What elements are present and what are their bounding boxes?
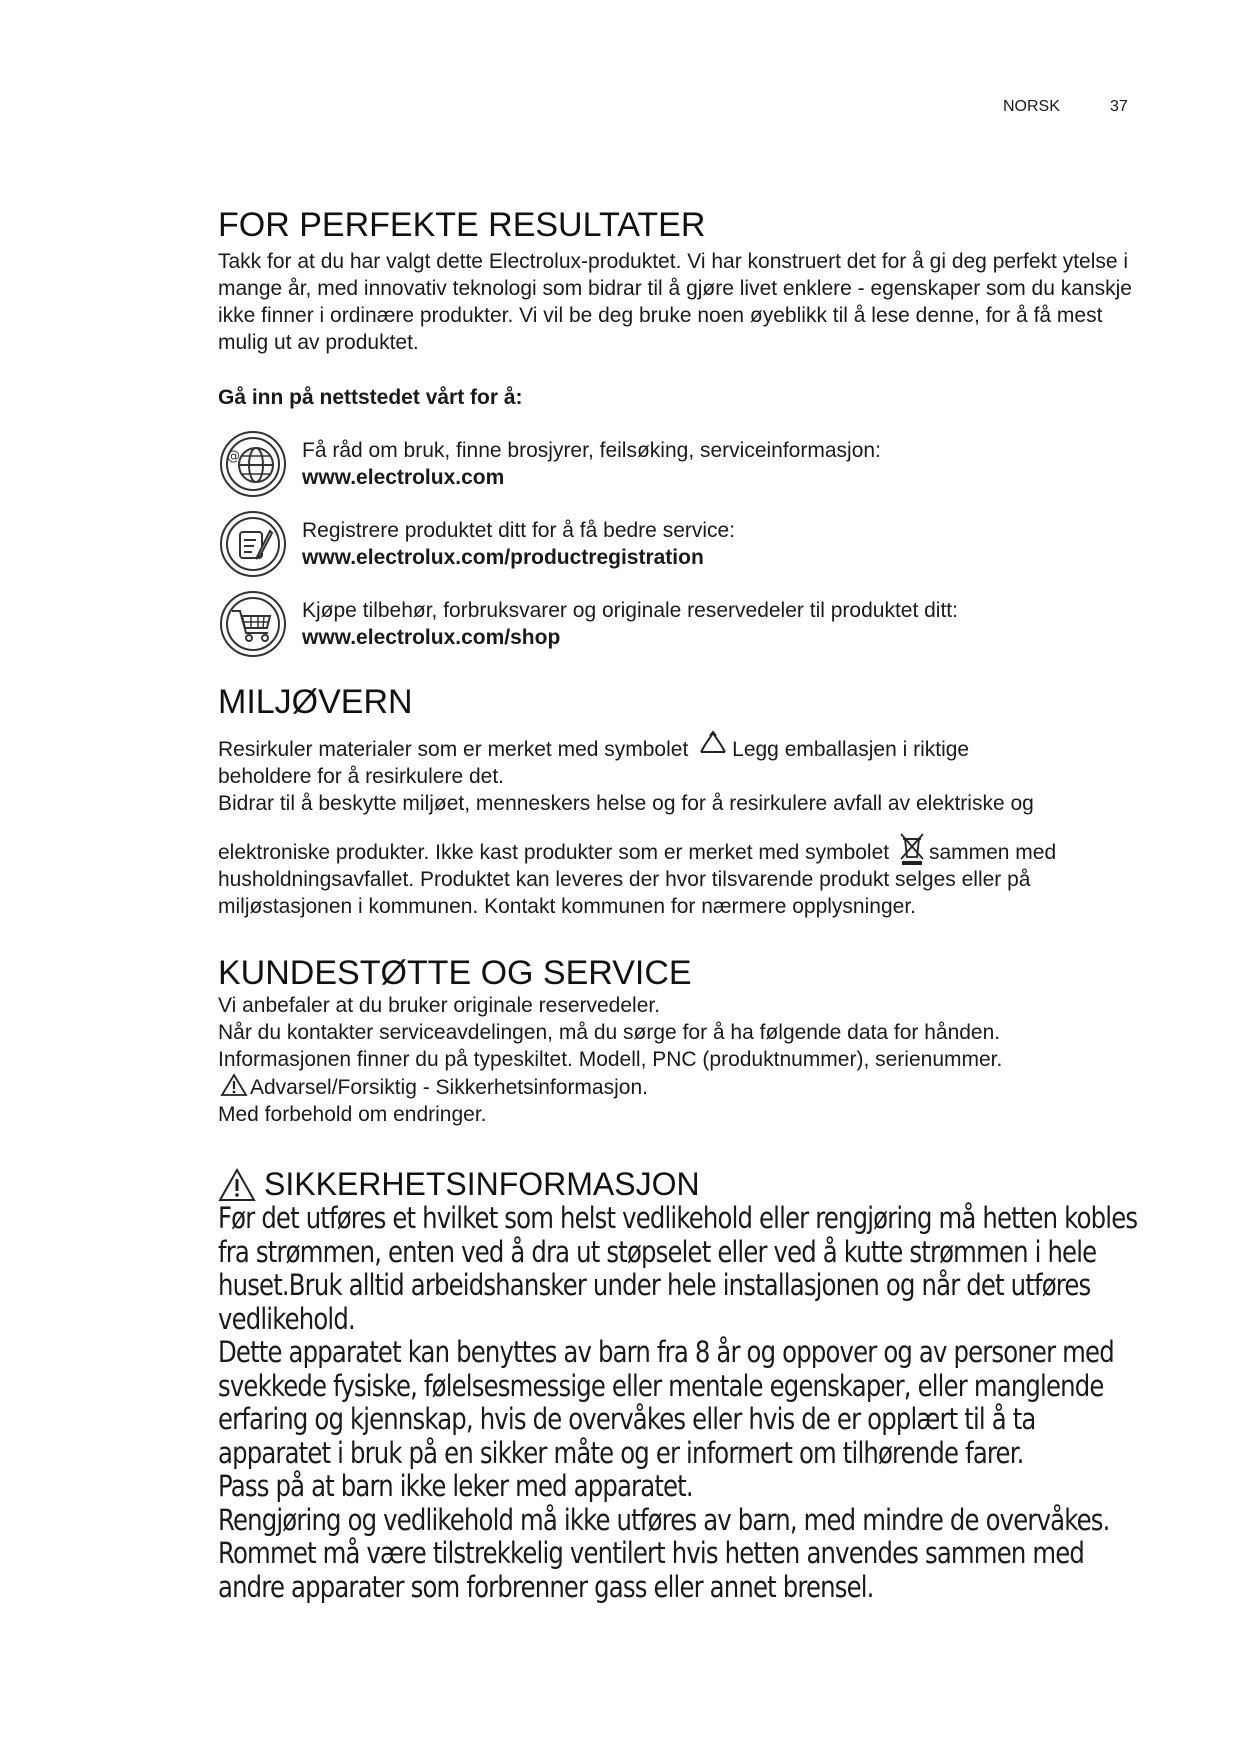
link-description: Kjøpe tilbehør, forbruksvarer og originale reservedeler til produktet ditt: bbox=[302, 598, 958, 622]
recycle-icon bbox=[696, 730, 730, 760]
link-url-registration[interactable]: www.electrolux.com/productregistration bbox=[302, 545, 704, 569]
section-title-results: FOR PERFEKTE RESULTATER bbox=[218, 206, 706, 244]
register-icon bbox=[218, 509, 288, 579]
safety-paragraph: Før det utføres et hvilket som helst vedlikehold eller rengjøring må hetten kobles fra strømmen, enten ved å dra ut støpselet eller ved å kutte strømmen i hele huset.Bruk alltid arbeidshansker under hele installasjonen og når det utføres vedlikehold. bbox=[218, 1201, 1138, 1336]
link-description: Registrere produktet ditt for å få bedre service: bbox=[302, 518, 736, 542]
link-url-shop[interactable]: www.electrolux.com/shop bbox=[302, 625, 561, 649]
section-customer-service: KUNDESTØTTE OG SERVICE Vi anbefaler at du bruker originale reservedeler. Når du kontakter serviceavdelingen, må du sørge for å ha følgende data for hånden. Informasjonen finner du på typeskiltet. Modell, PNC (produktnummer), serienummer. Advarsel/Forsiktig - Sikkerhetsinformasjon. Med forbehold om endringer. bbox=[218, 956, 1138, 1128]
website-links bbox=[218, 429, 1138, 659]
cart-icon bbox=[218, 589, 288, 659]
section-title-safety: SIKKERHETSINFORMASJON bbox=[264, 1166, 700, 1203]
warning-icon bbox=[220, 1073, 248, 1097]
safety-paragraph: Rengjøring og vedlikehold må ikke utføres av barn, med mindre de overvåkes. bbox=[218, 1502, 1110, 1537]
section-title-environment: MILJØVERN bbox=[218, 682, 413, 721]
page-number: 37 bbox=[1110, 98, 1128, 115]
link-row-advice bbox=[218, 429, 1138, 499]
language-label: NORSK bbox=[1003, 98, 1060, 115]
link-description: Få råd om bruk, finne brosjyrer, feilsøking, serviceinformasjon: bbox=[302, 438, 881, 462]
safety-paragraph: Pass på at barn ikke leker med apparatet. bbox=[218, 1469, 693, 1504]
weee-bin-icon bbox=[897, 831, 927, 865]
globe-icon bbox=[218, 429, 288, 499]
section-environment: MILJØVERN Resirkuler materialer som er merket med symbolet Legg emballasjen i riktige beholdere for å resirkulere det. Bidrar til å beskytte miljøet, menneskers helse og for å resirkulere avfall av elektriske og elektroniske produkter. Ikke kast produkter som er merket med symbolet sammen med husholdningsavfallet. Produktet kan leveres der hvor tilsvarende produkt selges eller på miljøstasjonen i kommunen. Kontakt kommunen for nærmere opplysninger. bbox=[218, 685, 1138, 921]
safety-heading-row bbox=[218, 1168, 1138, 1202]
section-title-customer-service: KUNDESTØTTE OG SERVICE bbox=[218, 954, 692, 993]
safety-paragraph: Dette apparatet kan benyttes av barn fra 8 år og oppover og av personer med svekkede fysiske, følelsesmessige eller mentale egenskaper, eller manglende erfaring og kjennskap, hvis de overvåkes eller hvis de er opplært til å ta apparatet i bruk på en sikker måte og er informert om tilhørende farer. bbox=[218, 1335, 1114, 1470]
safety-text bbox=[218, 1202, 1138, 1604]
safety-paragraph: Rommet må være tilstrekkelig ventilert hvis hetten anvendes sammen med andre apparater som forbrenner gass eller annet brensel. bbox=[218, 1536, 1085, 1604]
link-row-shop bbox=[218, 589, 1138, 659]
link-url-electrolux[interactable]: www.electrolux.com bbox=[302, 465, 505, 489]
intro-paragraph: Takk for at du har valgt dette Electrolux-produktet. Vi har konstruert det for å gi deg perfekt ytelse i mange år, med innovativ teknologi som bidrar til å gjøre livet enklere - egenskaper som du kanskje ikke finner i ordinære produkter. Vi vil be deg bruke noen øyeblikk til å lese denne, for å få mest mulig ut av produktet. bbox=[218, 249, 1132, 354]
website-heading: Gå inn på nettstedet vårt for å: bbox=[218, 385, 523, 409]
link-row-register bbox=[218, 509, 1138, 579]
svg-text:@: @ bbox=[227, 448, 240, 464]
document-body bbox=[218, 208, 1138, 1604]
warning-icon bbox=[218, 1168, 256, 1202]
